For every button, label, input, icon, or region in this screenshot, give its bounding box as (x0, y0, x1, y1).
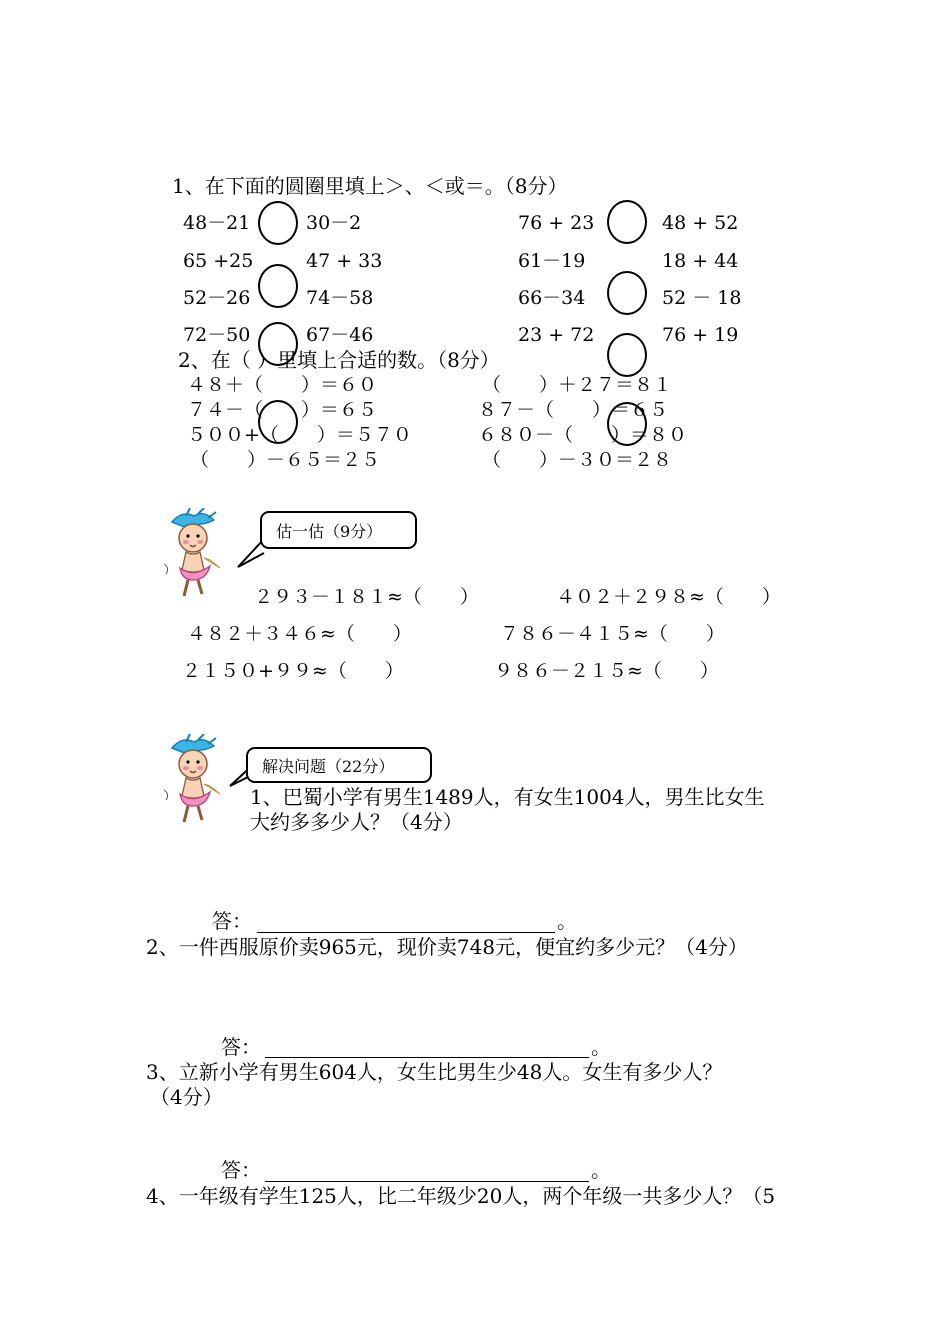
estimate-bubble (260, 511, 417, 549)
answer2-blank[interactable] (265, 1057, 589, 1058)
problem4: 4、一年级有学生125人，比二年级少20人，两个年级一共多少人？（5 (146, 1184, 776, 1208)
s1-r4-left-b: 67－46 (306, 324, 374, 346)
s2-r4-right: （ ）－３０＝２８ (482, 449, 673, 471)
est-r2-left: ４８２＋３４６≈（ ） (187, 623, 412, 645)
answer1-label: 答： (212, 909, 252, 933)
s1-r2-left-b: 47 + 33 (306, 250, 383, 272)
s2-r1-right: （ ）＋２７＝８１ (482, 374, 673, 396)
compare-circle-2[interactable] (258, 264, 298, 308)
problems-bubble (246, 747, 432, 783)
problem3-line1: 3、立新小学有男生604人，女生比男生少48人。女生有多少人？ (146, 1060, 723, 1084)
s1-r3-right-b: 52 － 18 (662, 287, 742, 309)
section2-heading: 2、在（ ）里填上合适的数。（8分） (178, 348, 500, 372)
compare-circle-6[interactable] (607, 271, 647, 315)
answer1-end: 。 (557, 909, 577, 933)
problem1-line2: 大约多多少人？（4分） (250, 810, 463, 834)
compare-circle-7[interactable] (607, 333, 647, 377)
compare-circle-3[interactable] (258, 322, 298, 366)
answer3-blank[interactable] (265, 1181, 589, 1182)
problem1-line1: 1、巴蜀小学有男生1489人，有女生1004人，男生比女生 (250, 785, 765, 809)
problem3-line2: （4分） (150, 1085, 223, 1109)
compare-circle-5[interactable] (607, 200, 647, 244)
s1-r1-right-a: 76 + 23 (518, 212, 595, 234)
s1-r4-left-a: 72－50 (183, 324, 251, 346)
s1-r2-left-a: 65 +25 (183, 250, 254, 272)
compare-circle-4[interactable] (258, 400, 298, 444)
est-r3-left: ２１５０+９９≈（ ） (182, 660, 404, 682)
section1-heading: 1、在下面的圆圈里填上＞、＜或＝。（8分） (172, 174, 568, 198)
estimate-bubble-label: 估一估（9分） (276, 521, 383, 541)
s2-r2-left: ７４－（ ）＝６５ (187, 399, 378, 421)
est-r3-right: ９８６－２１５≈（ ） (494, 660, 719, 682)
answer3-end: 。 (591, 1158, 611, 1182)
problem2: 2、一件西服原价卖965元，现价卖748元，便宜约多少元？（4分） (146, 935, 748, 959)
problems-bubble-label: 解决问题（22分） (262, 756, 395, 776)
answer1-blank[interactable] (257, 932, 555, 933)
answer2-label: 答： (221, 1035, 261, 1059)
s2-r3-left: ５００+（ ）＝５７０ (187, 424, 412, 446)
s1-r4-right-b: 76 + 19 (662, 324, 739, 346)
s1-r2-right-a: 61－19 (518, 250, 586, 272)
compare-circle-8[interactable] (607, 402, 647, 446)
s1-r4-right-a: 23 + 72 (518, 324, 595, 346)
s2-r2-right: ８７－（ ）＝６５ (478, 399, 669, 421)
s1-r3-left-b: 74－58 (306, 287, 374, 309)
s1-r3-left-a: 52－26 (183, 287, 251, 309)
s2-r3-right: ６８０－（ ）＝８０ (478, 424, 688, 446)
answer2-end: 。 (591, 1035, 611, 1059)
s1-r2-right-b: 18 + 44 (662, 250, 739, 272)
s1-r3-right-a: 66－34 (518, 287, 586, 309)
answer3-label: 答： (221, 1158, 261, 1182)
s2-r1-left: ４８＋（ ）＝６０ (187, 374, 378, 396)
cartoon-mascot-icon (160, 508, 240, 604)
est-r2-right: ７８６－４１５≈（ ） (500, 623, 725, 645)
est-r1-right: ４０２＋２９８≈（ ） (556, 586, 781, 608)
s2-r4-left: （ ）－６５＝２５ (190, 449, 381, 471)
compare-circle-1[interactable] (258, 201, 298, 245)
est-r1-left: ２９３－１８１≈（ ） (254, 586, 479, 608)
s1-r1-left-b: 30－2 (306, 212, 362, 234)
s1-r1-left-a: 48－21 (183, 212, 251, 234)
s1-r1-right-b: 48 + 52 (662, 212, 739, 234)
